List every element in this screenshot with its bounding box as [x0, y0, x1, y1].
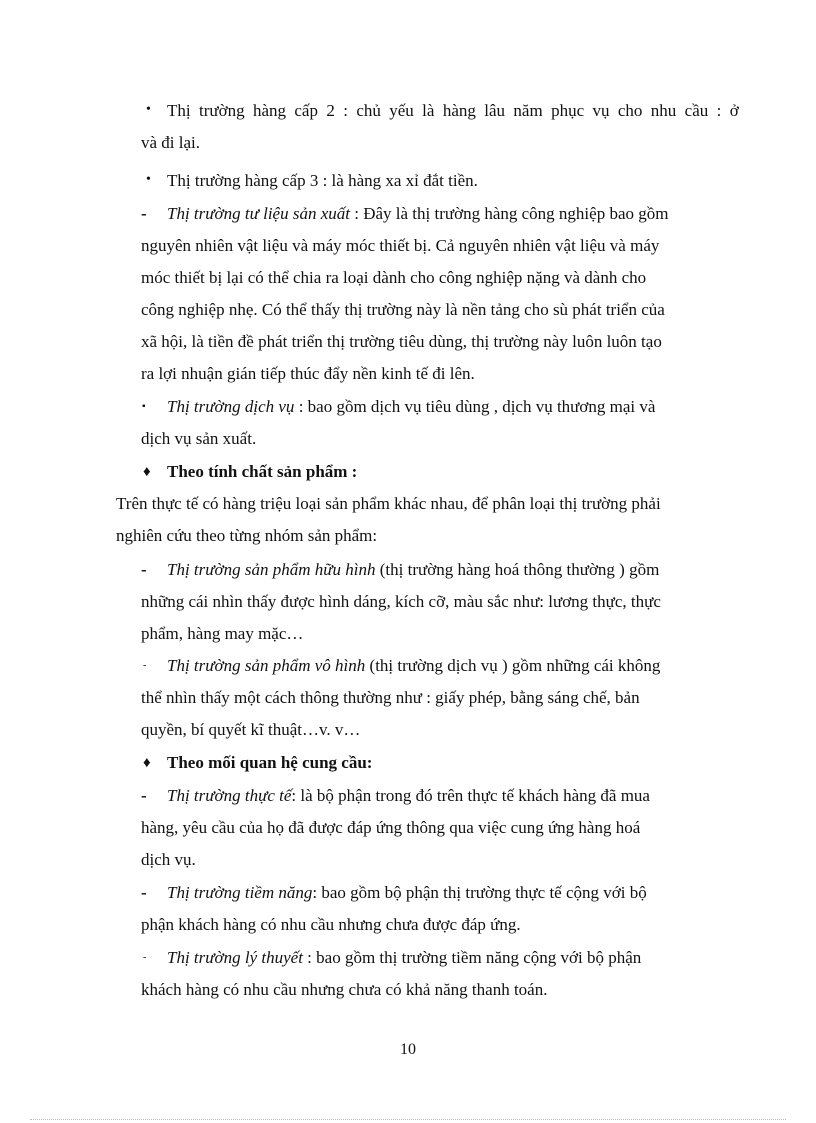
term-description: : bao gồm bộ phận thị trường thực tế cộng với bộ [312, 883, 647, 902]
bullet-marker: • [146, 102, 151, 117]
diamond-icon: ♦ [143, 755, 151, 771]
paragraph-line: Trên thực tế có hàng triệu loại sản phẩm khác nhau, để phân loại thị trường phải [116, 494, 661, 513]
paragraph-line: khách hàng có nhu cầu nhưng chưa có khả năng thanh toán. [141, 980, 548, 999]
paragraph-line [167, 786, 650, 806]
paragraph-line: nguyên nhiên vật liệu và máy móc thiết bị. Cả nguyên nhiên vật liệu và máy [141, 236, 660, 255]
term-italic: Thị trường tư liệu sản xuất [167, 204, 350, 223]
paragraph-line [167, 204, 668, 224]
word: Thị [167, 101, 191, 120]
word: chủ [356, 101, 381, 120]
dash-marker: - [143, 952, 147, 963]
word: cấp [294, 101, 318, 120]
paragraph-line: dịch vụ. [141, 850, 196, 869]
word: yếu [389, 101, 414, 120]
word: ở [729, 101, 739, 120]
paragraph-line: xã hội, là tiền đề phát triển thị trường tiêu dùng, thị trường này luôn luôn tạo [141, 332, 662, 351]
dash-marker: - [143, 660, 147, 671]
paragraph-line [167, 101, 739, 121]
word: là [422, 101, 435, 120]
term-description: : là bộ phận trong đó trên thực tế khách hàng đã mua [291, 786, 650, 805]
term-italic: Thị trường dịch vụ [167, 397, 295, 416]
footer-divider [30, 1119, 786, 1120]
paragraph-line: Thị trường hàng cấp 3 : là hàng xa xỉ đắt tiền. [167, 171, 478, 190]
paragraph-line [167, 397, 655, 417]
term-description: : bao gồm thị trường tiềm năng cộng với bộ phận [302, 948, 642, 967]
paragraph-line [167, 560, 659, 580]
paragraph-line: móc thiết bị lại có thể chia ra loại dành cho công nghiệp nặng và dành cho [141, 268, 647, 287]
paragraph-line: phẩm, hàng may mặc… [141, 624, 304, 643]
word: cầu [684, 101, 709, 120]
word: : [343, 101, 348, 120]
word: hàng [442, 101, 476, 120]
word: nhu [650, 101, 677, 120]
dash-marker: - [141, 883, 147, 902]
dash-marker: - [141, 204, 147, 223]
paragraph-line: thể nhìn thấy một cách thông thường như : giấy phép, bằng sáng chế, bản [141, 688, 640, 707]
paragraph-line [167, 948, 641, 968]
section-heading: Theo tính chất sản phẩm : [167, 462, 358, 481]
diamond-icon: ♦ [143, 464, 151, 480]
square-marker: ▪ [142, 401, 146, 412]
word: : [716, 101, 722, 120]
term-italic: Thị trường sản phẩm vô hình [167, 656, 366, 675]
word: cho [617, 101, 643, 120]
page-number: 10 [400, 1041, 416, 1058]
paragraph-line: những cái nhìn thấy được hình dáng, kích cỡ, màu sắc như: lương thực, thực [141, 592, 661, 611]
word: lâu [484, 101, 506, 120]
term-description: : bao gồm dịch vụ tiêu dùng , dịch vụ thương mại và [294, 397, 656, 416]
dash-marker: - [141, 560, 147, 579]
paragraph-line: công nghiệp nhẹ. Có thể thấy thị trường này là nền tảng cho sù phát triển của [141, 300, 665, 319]
word: phục [551, 101, 585, 120]
word: 2 [326, 101, 335, 120]
dash-marker: - [141, 786, 147, 805]
paragraph-line: phận khách hàng có nhu cầu nhưng chưa được đáp ứng. [141, 915, 521, 934]
term-description: (thị trường hàng hoá thông thường ) gồm [375, 560, 660, 579]
term-italic: Thị trường sản phẩm hữu hình [167, 560, 376, 579]
term-description: (thị trường dịch vụ ) gồm những cái không [365, 656, 661, 675]
paragraph-line: và đi lại. [141, 133, 201, 152]
word: hàng [252, 101, 286, 120]
term-italic: Thị trường lý thuyết [167, 948, 303, 967]
paragraph-line: nghiên cứu theo từng nhóm sản phẩm: [116, 526, 378, 545]
word: trường [198, 101, 245, 120]
paragraph-line: dịch vụ sản xuất. [141, 429, 257, 448]
paragraph-line: hàng, yêu cầu của họ đã được đáp ứng thông qua việc cung ứng hàng hoá [141, 818, 641, 837]
bullet-marker: • [146, 172, 151, 187]
paragraph-line: ra lợi nhuận gián tiếp thúc đẩy nền kinh tế đi lên. [141, 364, 475, 383]
term-description: : Đây là thị trường hàng công nghiệp bao gồm [349, 204, 669, 223]
section-heading: Theo mối quan hệ cung cầu: [167, 753, 373, 772]
term-italic: Thị trường tiềm năng [167, 883, 313, 902]
word: năm [513, 101, 543, 120]
word: vụ [592, 101, 610, 120]
paragraph-line: quyền, bí quyết kĩ thuật…v. v… [141, 720, 361, 739]
paragraph-line [167, 656, 660, 676]
term-italic: Thị trường thực tế [167, 786, 292, 805]
paragraph-line [167, 883, 647, 903]
